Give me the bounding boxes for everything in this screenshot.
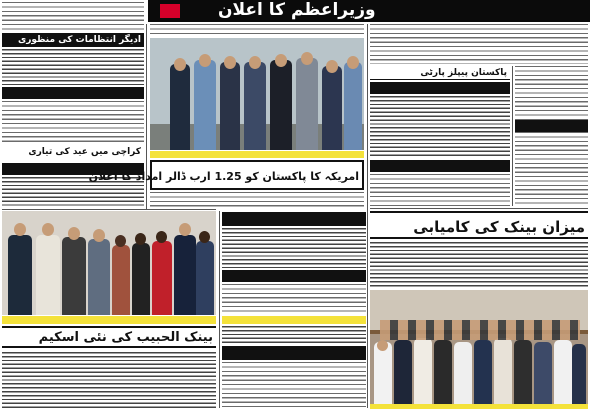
right-headline-bar: [370, 82, 510, 94]
right-article-text: [370, 242, 588, 288]
right-article-text: [370, 24, 588, 64]
center-headline-bar: [222, 346, 366, 360]
center-article-text: [222, 326, 366, 344]
center-article-text: [222, 228, 366, 268]
right-mid-header: میزان بینک کی کامیابی: [370, 211, 588, 239]
divider: [370, 208, 588, 209]
center-headline-bar: [222, 270, 366, 282]
center-headline-bar: [222, 212, 366, 226]
photo-caption-strip: [370, 404, 588, 409]
photo-caption-strip: [2, 316, 216, 324]
column-divider: [219, 211, 220, 408]
column-divider: [367, 24, 368, 408]
group-photo-right: [370, 290, 588, 404]
main-photo: [150, 38, 364, 150]
bottom-left-header: بینک الحبیب کی نئی اسکیم: [2, 326, 216, 348]
group-photo-left: [2, 211, 216, 315]
masthead-banner: [148, 0, 590, 22]
right-headline-bar: [515, 120, 588, 132]
right-article-text: [370, 174, 510, 206]
center-article-text: [222, 284, 366, 314]
left-article-text: [2, 49, 144, 85]
center-caption-headline: امریکہ کا پاکستان کو 1.25 ارب ڈالر امداد کا اعلان: [150, 160, 364, 190]
center-lead-text: [150, 24, 364, 36]
left-article-text: [2, 2, 144, 32]
left-top-header: ادیگر انتظامات کی منظوری: [2, 33, 144, 47]
masthead-accent: [160, 4, 180, 18]
masthead-headline: وزیراعظم کا اعلان: [218, 0, 376, 20]
photo-caption-strip: [150, 151, 364, 158]
divider: [2, 209, 216, 210]
bottom-left-article-text: [2, 352, 216, 408]
center-article-text: [150, 192, 364, 208]
column-divider: [512, 66, 513, 206]
right-top-header: پاکستان پیپلز پارٹی: [370, 66, 510, 80]
right-article-text: [370, 96, 510, 156]
left-mid-header: کراچی میں عید کی تیاری: [28, 147, 141, 157]
right-headline-bar: [370, 160, 510, 172]
center-article-text: [222, 362, 366, 408]
left-headline-bar: [2, 87, 144, 99]
left-article-text: [2, 101, 144, 143]
right-article-text: [515, 66, 588, 206]
caption-strip: [222, 316, 366, 324]
